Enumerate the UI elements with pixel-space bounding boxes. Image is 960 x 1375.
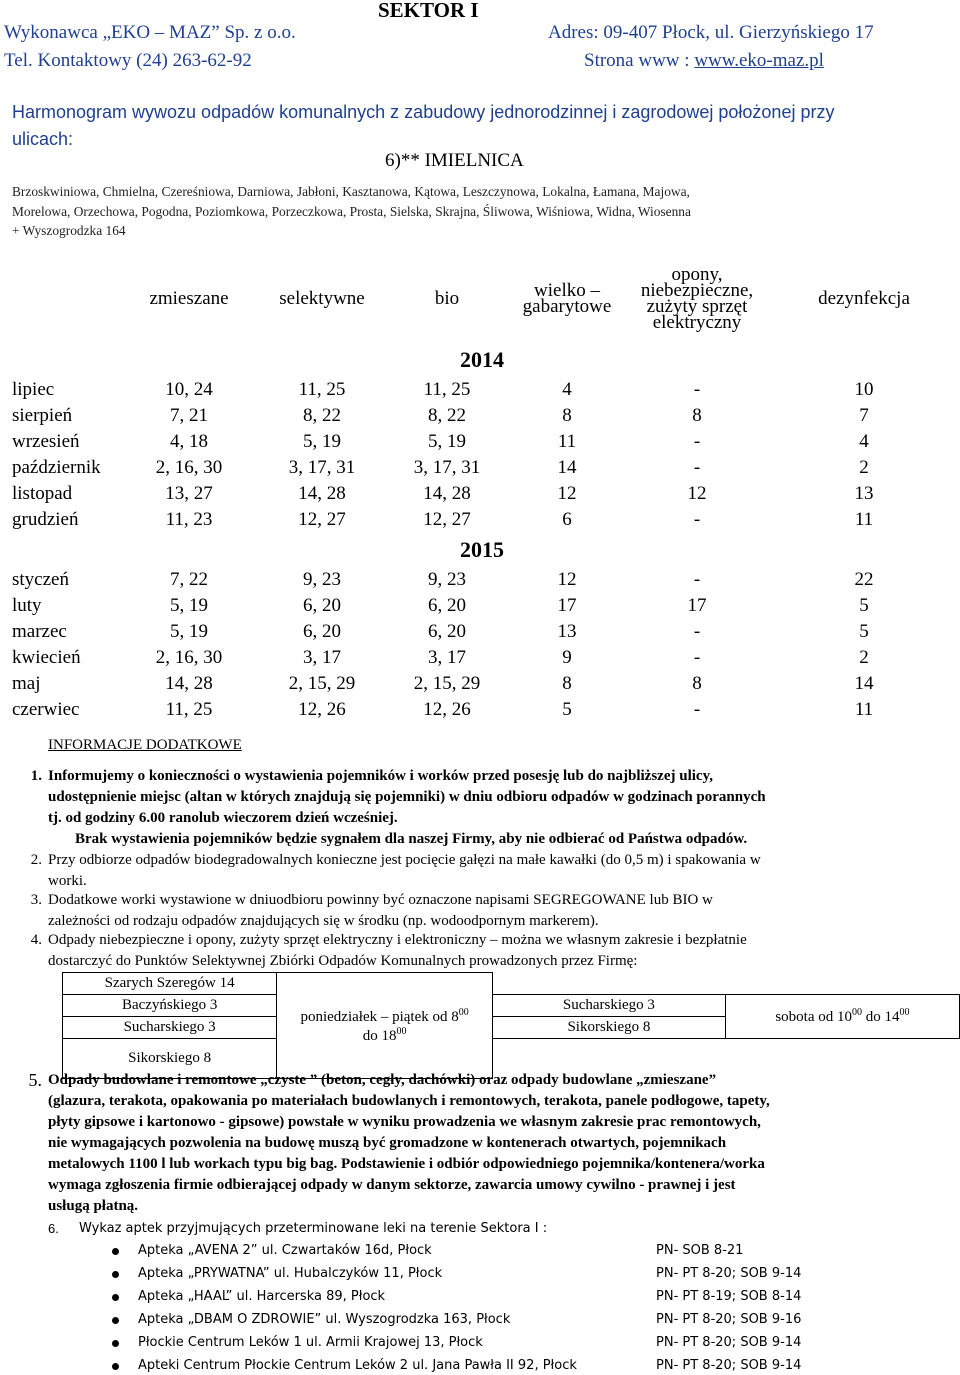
date-cell: 12, 27 xyxy=(298,509,346,530)
table-row xyxy=(8,593,956,619)
date-cell: 13 xyxy=(557,621,577,642)
date-cell: 14 xyxy=(557,457,577,478)
date-cell: 11 xyxy=(854,699,874,720)
bullet-icon xyxy=(112,1317,119,1324)
date-cell: 2, 15, 29 xyxy=(288,673,356,694)
month-cell: marzec xyxy=(12,621,67,642)
date-cell: 6, 20 xyxy=(428,621,466,642)
date-cell: 12 xyxy=(557,483,577,504)
info-title: INFORMACJE DODATKOWE xyxy=(48,737,242,753)
info-num-2: 2. xyxy=(30,852,42,868)
header-wielko-line2: gabarytowe xyxy=(522,296,612,317)
info-num-3: 3. xyxy=(30,892,42,908)
pharmacy-hours: PN- PT 8-20; SOB 9-14 xyxy=(656,1266,802,1281)
header-month xyxy=(8,255,116,343)
info-1-line-a: Informujemy o konieczności o wystawienia pojemników i worków przed posesję lub do najbliższej ulicy, xyxy=(48,768,713,784)
saturday-hours-to-sup: 00 xyxy=(899,1007,910,1018)
date-cell: 3, 17, 31 xyxy=(413,457,481,478)
date-cell: 4, 18 xyxy=(170,431,208,452)
date-cell: 8, 22 xyxy=(428,405,466,426)
date-cell: 5, 19 xyxy=(303,431,341,452)
month-cell: luty xyxy=(12,595,42,616)
info-5-line-g: usługą płatną. xyxy=(48,1198,139,1214)
info-1-line-b: udostępnienie miejsc (altan w których znajdują się pojemniki) w dniu odbioru odpadów w godzinach porannych xyxy=(48,789,766,805)
sector-title: SEKTOR I xyxy=(378,0,479,22)
info-num-5: 5. xyxy=(28,1070,42,1090)
info-2-line-a: Przy odbiorze odpadów biodegradowalnych konieczne jest pocięcie gałęzi na małe kawałki (do 0,5 m) i spakowania w xyxy=(48,852,761,868)
date-cell: 3, 17 xyxy=(303,647,341,668)
date-cell: 2, 15, 29 xyxy=(413,673,481,694)
date-cell: 2, 16, 30 xyxy=(155,647,223,668)
header-selektywne: selektywne xyxy=(279,288,365,309)
point-sucharskiego: Sucharskiego 3 xyxy=(63,1017,277,1039)
date-cell: - xyxy=(693,509,701,530)
month-cell: sierpień xyxy=(12,405,73,426)
date-cell: 11, 25 xyxy=(298,379,346,400)
date-cell: 9, 23 xyxy=(303,569,341,590)
streets-line-1: Brzoskwiniowa, Chmielna, Czereśniowa, Darniowa, Jabłoni, Kasztanowa, Kątowa, Leszczynowa, Lokalna, Łamana, Majowa, xyxy=(12,184,690,199)
date-cell: 11, 25 xyxy=(165,699,213,720)
date-cell: 4 xyxy=(859,431,869,452)
info-1-line-c: tj. od godziny 6.00 ranolub wieczorem dzień wcześniej. xyxy=(48,810,398,826)
date-cell: 8, 22 xyxy=(303,405,341,426)
weekday-hours-from: poniedziałek – piątek od 8 xyxy=(300,1008,459,1025)
info-item-3 xyxy=(30,890,948,932)
month-cell: listopad xyxy=(12,483,73,504)
bullet-icon xyxy=(112,1248,119,1255)
info-2-line-b: worki. xyxy=(48,873,87,889)
info-3-line-b: zależności od rodzaju odpadów znajdujących się w środku (np. wodoodpornym markerem). xyxy=(48,913,599,929)
month-cell: styczeń xyxy=(12,569,69,590)
date-cell: 5 xyxy=(859,595,869,616)
bullet-icon xyxy=(112,1294,119,1301)
date-cell: 6, 20 xyxy=(303,621,341,642)
date-cell: 13, 27 xyxy=(165,483,213,504)
info-5-line-b: (glazura, terakota, opakowania po materiałach budowlanych i remontowych, terakota, panele podłogowe, tapety, xyxy=(48,1093,770,1109)
date-cell: 8 xyxy=(692,673,702,694)
pharmacy-hours: PN- PT 8-20; SOB 9-16 xyxy=(656,1312,802,1327)
date-cell: - xyxy=(693,647,701,668)
month-cell: kwiecień xyxy=(12,647,81,668)
saturday-hours xyxy=(725,995,959,1039)
date-cell: 14, 28 xyxy=(165,673,213,694)
point-sikorskiego-sat: Sikorskiego 8 xyxy=(492,1017,725,1039)
month-cell: lipiec xyxy=(12,379,55,400)
date-cell: 6 xyxy=(562,509,572,530)
point-sikorskiego: Sikorskiego 8 xyxy=(63,1039,277,1079)
info-6-text: Wykaz aptek przyjmujących przeterminowane leki na terenie Sektora I : xyxy=(79,1221,548,1236)
table-row xyxy=(8,697,956,723)
info-5-line-d: nie wymagających pozwolenia na budowę muszą być gromadzone w kontenerach otwartych, pojemnikach xyxy=(48,1135,727,1151)
contractor-name: Wykonawca „EKO – MAZ” Sp. z o.o. xyxy=(4,22,296,43)
website-line xyxy=(584,50,824,72)
info-item-4 xyxy=(30,930,948,972)
year-2015: 2015 xyxy=(460,537,504,562)
table-row xyxy=(8,377,956,403)
date-cell: 2 xyxy=(859,457,869,478)
date-cell: 8 xyxy=(692,405,702,426)
date-cell: 14, 28 xyxy=(423,483,471,504)
info-5-line-e: metalowych 1100 l lub workach typu big bag. Podstawienie i odbiór odpowiedniego pojemnika/kontenera/worka xyxy=(48,1156,765,1172)
point-baczynskiego: Baczyńskiego 3 xyxy=(63,995,277,1017)
date-cell: 14 xyxy=(854,673,874,694)
info-4-line-a: Odpady niebezpieczne i opony, zużyty sprzęt elektryczny i elektroniczny – można we własnym zakresie i bezpłatnie xyxy=(48,932,747,948)
date-cell: 8 xyxy=(562,673,572,694)
year-2014: 2014 xyxy=(460,347,504,372)
table-row xyxy=(8,429,956,455)
date-cell: 11 xyxy=(854,509,874,530)
date-cell: - xyxy=(693,431,701,452)
info-num-4: 4. xyxy=(30,932,42,948)
pharmacy-hours: PN- PT 8-19; SOB 8-14 xyxy=(656,1289,802,1304)
info-num-6: 6. xyxy=(48,1221,59,1236)
date-cell: - xyxy=(693,621,701,642)
date-cell: 12, 27 xyxy=(423,509,471,530)
rows-2015 xyxy=(8,567,956,723)
info-3-line-a: Dodatkowe worki wystawione w dniuodbioru powinny być oznaczone napisami SEGREGOWANE lub BIO w xyxy=(48,892,713,908)
info-4-line-b: dostarczyć do Punktów Selektywnej Zbiórki Odpadów Komunalnych prowadzonych przez Firmę: xyxy=(48,953,638,969)
saturday-hours-from-sup: 00 xyxy=(852,1007,862,1018)
point-szarych-szeregow: Szarych Szeregów 14 xyxy=(63,973,277,995)
date-cell: 10, 24 xyxy=(165,379,213,400)
info-item-5 xyxy=(28,1070,946,1217)
date-cell: 17 xyxy=(557,595,577,616)
date-cell: 11 xyxy=(557,431,577,452)
info-item-2 xyxy=(30,850,948,892)
date-cell: 7, 22 xyxy=(170,569,208,590)
pharmacy-hours: PN- PT 8-20; SOB 9-14 xyxy=(656,1358,802,1373)
info-5-line-a: Odpady budowlane i remontowe „czyste ” (beton, cegły, dachówki) oraz odpady budowlane „zmieszane” xyxy=(48,1072,717,1088)
table-row xyxy=(8,481,956,507)
table-row xyxy=(8,455,956,481)
website-label: Strona www : xyxy=(584,50,695,71)
schedule-table xyxy=(8,255,956,723)
date-cell: - xyxy=(693,569,701,590)
header-opony-line4: elektryczny xyxy=(652,312,742,333)
date-cell: - xyxy=(693,379,701,400)
header-dezynfekcja: dezynfekcja xyxy=(818,288,910,309)
pts-empty xyxy=(492,973,725,995)
bullet-icon xyxy=(112,1340,119,1347)
date-cell: 5 xyxy=(562,699,572,720)
header-opony xyxy=(622,255,772,343)
date-cell: 12, 26 xyxy=(298,699,346,720)
date-cell: 11, 23 xyxy=(165,509,213,530)
table-row xyxy=(8,507,956,533)
pharmacy-name: Apteka „HAAL” ul. Harcerska 89, Płock xyxy=(138,1289,386,1304)
website-link[interactable]: www.eko-maz.pl xyxy=(694,50,824,71)
pharmacy-hours: PN- SOB 8-21 xyxy=(656,1243,744,1258)
info-5-line-f: wymaga zgłoszenia firmie odbierającej odpady w danym sektorze, zawarcia umowy cywilno - prawnej i jest xyxy=(48,1177,736,1193)
date-cell: 7, 21 xyxy=(170,405,208,426)
saturday-hours-from: sobota od 10 xyxy=(775,1009,852,1025)
pharmacy-name: Apteki Centrum Płockie Centrum Leków 2 ul. Jana Pawła II 92, Płock xyxy=(138,1358,577,1373)
month-cell: maj xyxy=(12,673,41,694)
pharmacy-name: Płockie Centrum Leków 1 ul. Armii Krajowej 13, Płock xyxy=(138,1335,483,1350)
schedule-header-row xyxy=(8,255,956,343)
date-cell: 22 xyxy=(854,569,874,590)
rows-2014 xyxy=(8,377,956,533)
month-cell: październik xyxy=(12,457,101,478)
date-cell: 12 xyxy=(687,483,707,504)
month-cell: czerwiec xyxy=(12,699,80,720)
pts-empty-2 xyxy=(725,973,959,995)
info-item-1 xyxy=(30,766,948,850)
intro-line-2: ulicach: xyxy=(12,129,74,149)
date-cell: 13 xyxy=(854,483,874,504)
table-row xyxy=(8,567,956,593)
streets-line-3: + Wyszogrodzka 164 xyxy=(12,223,126,238)
header-wielko-line1: wielko – xyxy=(534,280,600,301)
intro-line-1: Harmonogram wywozu odpadów komunalnych z zabudowy jednorodzinnej i zagrodowej położonej przy xyxy=(12,102,835,122)
table-row xyxy=(8,403,956,429)
date-cell: 11, 25 xyxy=(423,379,471,400)
weekday-hours xyxy=(277,973,493,1079)
header-wielkogabarytowe xyxy=(512,255,622,343)
header-zmieszane: zmieszane xyxy=(149,288,229,309)
contractor-phone: Tel. Kontaktowy (24) 263-62-92 xyxy=(4,50,252,71)
pharmacy-name: Apteka „AVENA 2” ul. Czwartaków 16d, Płock xyxy=(138,1243,432,1258)
date-cell: 9, 23 xyxy=(428,569,466,590)
info-num-1: 1. xyxy=(30,768,42,784)
weekday-hours-to: do 18 xyxy=(362,1027,397,1044)
date-cell: 8 xyxy=(562,405,572,426)
pharmacy-name: Apteka „DBAM O ZDROWIE” ul. Wyszogrodzka 163, Płock xyxy=(138,1312,511,1327)
date-cell: 3, 17 xyxy=(428,647,466,668)
date-cell: 9 xyxy=(562,647,572,668)
header-opony-line1: opony, xyxy=(671,264,723,285)
date-cell: 10 xyxy=(854,379,874,400)
date-cell: 17 xyxy=(687,595,707,616)
date-cell: 2, 16, 30 xyxy=(155,457,223,478)
table-row xyxy=(8,619,956,645)
date-cell: 4 xyxy=(562,379,572,400)
date-cell: 14, 28 xyxy=(298,483,346,504)
header-opony-line3: zużyty sprzęt xyxy=(646,296,748,317)
contractor-address: Adres: 09-407 Płock, ul. Gierzyńskiego 17 xyxy=(548,22,874,43)
date-cell: 12 xyxy=(557,569,577,590)
point-sucharskiego-sat: Sucharskiego 3 xyxy=(492,995,725,1017)
streets-line-2: Morelowa, Orzechowa, Pogodna, Poziomkowa, Porzeczkowa, Prosta, Sielska, Skrajna, Śliwowa, Wiśniowa, Widna, Wiosenna xyxy=(12,204,691,219)
date-cell: 5, 19 xyxy=(428,431,466,452)
info-1-line-d: Brak wystawienia pojemników będzie sygnałem dla naszej Firmy, aby nie odbierać od Państwa odpadów. xyxy=(75,831,748,847)
month-cell: grudzień xyxy=(12,509,79,530)
header-bio: bio xyxy=(434,288,460,309)
info-5-line-c: płyty gipsowe i kartonowo - gipsowe) powstałe w wyniku prowadzenia we własnym zakresie prac remontowych, xyxy=(48,1114,761,1130)
month-cell: wrzesień xyxy=(12,431,80,452)
pharmacy-name: Apteka „PRYWATNA” ul. Hubalczyków 11, Płock xyxy=(138,1266,443,1281)
date-cell: 7 xyxy=(859,405,869,426)
date-cell: 12, 26 xyxy=(423,699,471,720)
date-cell: 6, 20 xyxy=(428,595,466,616)
bullet-icon xyxy=(112,1271,119,1278)
collection-points-table xyxy=(62,972,960,1079)
weekday-hours-to-sup: 00 xyxy=(396,1025,407,1037)
date-cell: 5 xyxy=(859,621,869,642)
pharmacy-hours: PN- PT 8-20; SOB 9-14 xyxy=(656,1335,802,1350)
date-cell: 5, 19 xyxy=(170,595,208,616)
saturday-hours-to: do 14 xyxy=(862,1009,900,1025)
date-cell: 3, 17, 31 xyxy=(288,457,356,478)
date-cell: - xyxy=(693,699,701,720)
table-row xyxy=(8,645,956,671)
weekday-hours-from-sup: 00 xyxy=(458,1006,469,1018)
header-opony-line2: niebezpieczne, xyxy=(640,280,754,301)
bullet-icon xyxy=(112,1363,119,1370)
table-row xyxy=(8,671,956,697)
date-cell: - xyxy=(693,457,701,478)
date-cell: 2 xyxy=(859,647,869,668)
district-name: 6)** IMIELNICA xyxy=(385,150,524,171)
date-cell: 5, 19 xyxy=(170,621,208,642)
date-cell: 6, 20 xyxy=(303,595,341,616)
